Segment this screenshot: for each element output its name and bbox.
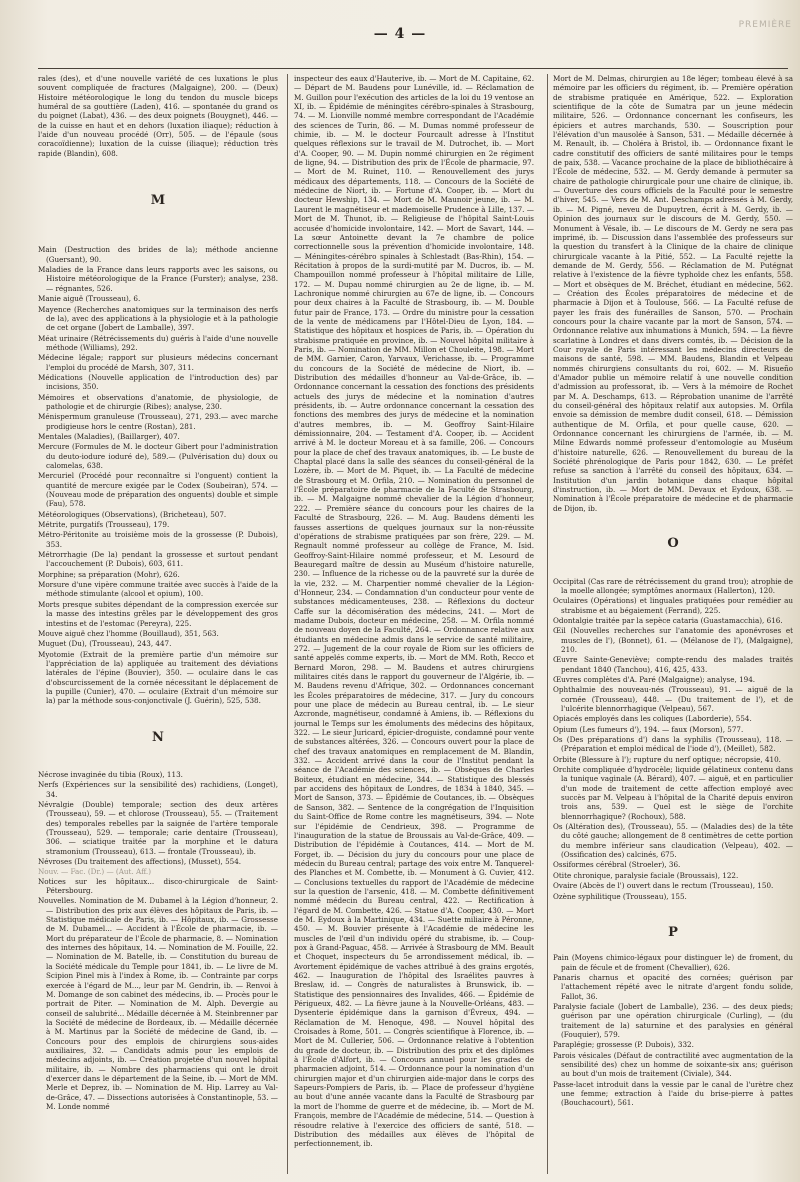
index-entry: Nerfs (Expériences sur la sensibilité des) rachidiens, (Longet), 34. xyxy=(38,780,278,799)
index-entry: Mouve aiguë chez l'homme (Bouillaud), 351, 563. xyxy=(38,628,219,638)
section-heading-m: M xyxy=(150,193,166,209)
index-entry: Occipital (Cas rare de rétrécissement du grand trou); atrophie de la moelle allongée; symptômes anormaux (Hallerton), 120. xyxy=(553,576,793,595)
index-entry: Nouvelles. Nomination de M. Dubamel à la Légion d'honneur, 2. — Distribution des prix aux élèves des hôpitaux de Paris, ib. — Statistique médicale de Paris, ib. — Hôpitaux, ib. — Grossesse de M. Dubamel... — Accident à l'École de pharmacie, ib. — Mort du préparateur de l'École de pharmacie, 8. — Nomination des internes des hôpitaux, 14. — Nomination de M. Fouille, 22. — Nomination de M. Batelle, ib. — Constitution du bureau de la Société médicale du Temple pour 1841, ib. — Le livre de M. Scipion Pinel mis à l'index à Rome, ib. — Contrainte par corps exercée à l'égard de M..., leur par M. Gendrin, ib. — Renvoi à M. Domange de son cabinet des médecins, ib. — Procès pour le portrait de Piter. — Nomination de M. Alph. Devergie au conseil de salubrité... Médaille décernée à M. Steinbrenner par la Société de médecine de Bordeaux, ib. — Médaille décernée à M. Martinus par la Société de médecine de Gand, ib. — Concours pour des emplois de chirurgiens sous-aides auxiliaires, 32. — Candidats admis pour les emplois de médecins adjoints, ib. — Création projetée d'un nouvel hôpital militaire, ib. — Nombre des pharmaciens qui ont le droit d'exercer dans le département de la Seine, ib. — Mort de MM. Merle et Deprez, ib. — Nomination de M. Hip. Larrey au Val-de-Grâce, 47. — Dissections autorisées à Constantinople, 53. — M. Londe nommé xyxy=(38,896,278,1111)
index-entry: Os (Altération des), (Trousseau), 55. — (Maladies des) de la tête du côté gauche; allongement de 8 centimètres de cette portion du membre inférieur sans claudication (Velpeau), 402. — (Ossification des) calcinés, 675. xyxy=(553,822,793,860)
index-entry: Névralgie (Double) temporale; section des deux artères (Trousseau), 59. — et chlorose (Trousseau), 55. — (Traitement des) temporales rebelles par la saignée de l'artère temporale (Trousseau), 529. — temporale; carie dentaire (Trousseau), 306. — sciatique traitée par la morphine et le datura stramonium (Trousseau), 613. — frontale (Trousseau), ib. xyxy=(38,799,278,856)
index-entry: Œil (Nouvelles recherches sur l'anatomie des aponévroses et muscles de l'), (Bonnet), 61. — (Mélanose de l'), (Malgaigne), 210. xyxy=(553,626,793,654)
index-entry: Otite chronique, paralysie faciale (Broussais), 122. xyxy=(553,870,739,880)
index-entry: Odontalgie traitée par la sepèce cataria (Guastamacchia), 616. xyxy=(553,615,783,625)
index-entry: Métro-Péritonite au troisième mois de la grossesse (P. Dubois), 353. xyxy=(38,530,278,549)
index-entry: Orchite compliquée d'hydrocèle; liquide gélatineux contenu dans la tunique vaginale (A. Bérard), 407. — aiguë, et en particulier d'un mode de traitement de cette affection employé avec succès par M. Velpeau à l'hôpital de la Charité depuis environ trois ans, 539. — Quel est le siège de l'orchite blennorrhagique? (Rochoux), 588. xyxy=(553,765,793,821)
o-entries xyxy=(553,577,793,901)
index-entry: Manie aiguë (Trousseau), 6. xyxy=(38,294,141,304)
index-entry: Métrite, purgatifs (Trousseau), 179. xyxy=(38,520,170,530)
index-entry: Ovaire (Abcès de l') ouvert dans le rectum (Trousseau), 150. xyxy=(553,881,774,891)
spacer xyxy=(553,902,793,914)
nouvelles-continued: inspecteur des eaux d'Hauterive, ib. — Mort de M. Capitaine, 62. — Départ de M. Baudens pour Lunéville, id. — Réclamation de M. Guillon pour l'exécution des articles de la loi du 19 ventose an XI, ib. — Épidémie de méningites cérébro-spinales à Strasbourg, 74. — M. Lionville nommé membre correspondant de l'Académie des sciences de Turin, 86. — M. Dumas nommé professeur de chimie, ib. — M. le docteur Fourcault adresse à l'Institut quelques réflexions sur le travail de M. Dutrochet, ib. — Mort d'A. Cooper, 90. — M. Dupin nommé chirurgien en 2e régiment de ligne, 94. — Distribution des prix de l'École de pharmacie, 97. — Mort de M. Ruinet, 110. — Renouvellement des jurys médicaux des départements, 118. — Concours de la Société de médecine de Niort, ib. — Fortune d'A. Cooper, ib. — Mort du docteur Hewship, 134. — Mort de M. Maunoir jeune, ib. — M. Laurent le magnétiseur et mademoiselle Prudence à Lille, 137. — Mort de M. Thunot, ib. — Religieuse de l'hôpital Saint-Louis accusée d'homicide involontaire, 142. — Mort de Savart, 144. — La sœur Antoinette devant la 7e chambre de police correctionnelle sous la prévention d'homicide involontaire, 148. — Méningites-cérébro spinales à Schlestadt (Bas-Rhin), 154. — Récitation à propos de la surdi-mutité par M. Ducros, ib. — M. Champouillon nommé professeur à l'hôpital militaire de Lille, 172. — M. Dupau nommé chirurgien au 2e de ligne, ib. — M. Lachronique nommé chirurgien au 67e de ligne, ib. — Concours pour deux chaires à la Faculté de Strasbourg, ib. — M. Double futur pair de France, 173. — Ordre du ministre pour la cessation de la vente de médicamens par l'Hôtel-Dieu de Lyon, 184. — Statistique des hôpitaux et hospices de Paris, ib. — Opération du strabisme pratiquée en province, ib. — Nouvel hôpital militaire à Paris, ib. — Nomination de MM. Millon et Chouleite, 198. — Mort de MM. Garnier, Caron, Yarvaux, Verichasse, ib. — Programme du concours de la Société de médecine de Niort, ib. — Distribution des médailles d'honneur au Val-de-Grâce, ib. — Ordonnance concernant la cessation des fonctions des présidents actuels des jurys de médecine et la nomination d'autres présidents, ib. — Autre ordonnance concernant la cessation des fonctions des membres des jurys de médecine et la nomination d'autres membres, ib. — M. Geoffroy Saint-Hilaire démissionnaire, 204. — Testament d'A. Cooper, ib. — Accident arrivé à M. le docteur Moreau et à sa famille, 206. — Concours pour la place de chef des travaux anatomiques, ib. — Le buste de Chaptal placé dans la salle des séances du conseil-général de la Lozère, ib. — Mort de M. Piquet, ib. — La Faculté de médecine de Strasbourg et M. Orfila, 210. — Nomination du personnel de l'École préparatoire de pharmacie de la Faculté de Strasbourg, ib. — M. Malgaigne nommé chevalier de la Légion d'honneur, 222. — Première séance du concours pour les chaires de la Faculté de Strasbourg, 226. — M. Aug. Baudens démenti les fausses assertions de quelques journaux sur la non-réussite d'opérations de strabisme pratiquées par son frère, 229. — M. Regnault nommé professeur au collège de France, M. Isid. Geoffroy-Saint-Hilaire nommé professeur, et M. Lesourd de Beauregard maître de dessin au Muséum d'histoire naturelle, 230. — Influence de la richesse ou de la pauvreté sur la durée de la vie, 232. — M. Charpentier nommé chevalier de la Légion-d'Honneur, 234. — Condamnation d'un conducteur pour vente de substances médicamenteuses, 238. — Réflexions du docteur Caffe sur la décomisération des médecins, 241. — Mort de madame Dubois, docteur en médecine, 258. — M. Orfila nommé de nouveau doyen de la Faculté, 264. — Ordonnance relative aux étudiants en médecine admis dans le service de santé militaire, 272. — Jugement de la cour royale de Riom sur les officiers de santé appelés comme experts, ib. — Mort de MM. Roth, Recco et Bernard Moron, 298. — M. Baudens et autres chirurgiens militaires cités dans le rapport du gouverneur de l'Algérie, ib. — M. Baudens revenu d'Afrique, 302. — Ordonnances concernant les Écoles préparatoires de médecine, 317. — Jury du concours pour une place de médecin au Bureau central, ib. — Le sieur Azcronde, magnétiseur, condamné à Amiens, ib. — Réflexions du journal le Temps sur les émoluments des médecins des hôpitaux, 322. — Le sieur Juricard, épicier-droguiste, condamné pour vente de substances altérées, 326. — Concours ouvert pour la place de chef des travaux anatomiques en remplacement de M. Blandin, 332. — Accident arrivé dans la cour de l'Institut pendant la séance de l'Académie des sciences, ib. — Obsèques de Charles Boiteux, étudiant en médecine, 344. — Statistique des blessés par accidens des hôpitaux de Londres, de 1834 à 1840, 345. — Mort de Sanson, 373. — Épidémie de Coutances, ib. — Obsèques de Sanson, 382. — Sentence de la congrégation de l'Inquisition du Saint-Office de Rome contre les magnétiseurs, 394. — Note sur l'épidémie de Cendrieux, 398. — Programme de l'inauguration de la statue de Broussais au Val-de-Grâce, 409. — Distribution de l'épidémie à Coutances, 414. — Mort de M. Forget, ib. — Décision du jury du concours pour une place de médecin du Bureau central; partage des voix entre M. Tanquerel-des Planches et M. Combette, ib. — Monument à G. Cuvier, 412. — Conclusions textuelles du rapport de l'Académie de médecine sur la question de l'arsenic, 418. — M. Combette définitivement nommé médecin du Bureau central, 422. — Rectification à l'égard de M. Combette, 426. — Statue d'A. Cooper, 430. — Mort de M. Eydoux à la Martinique, 434. — Suette miliaire à Péronne, 450. — M. Bouvier présente à l'Académie de médecine les muscles de l'œil d'un individu opéré du strabisme, ib. — Coup-pox à Grand-Paguac, 458. — Arrivée à Strasbourg de MM. Beault et Choquet, inspecteurs du 5e arrondissement médical, ib. — Avortement épidémique de vaches attribué à des grains ergotés, 462. — Inauguration de l'hôpital des Israélites pauvres à Breslaw, id. — Congrès de naturalistes à Brunswick, ib. — Statistique des pensionnaires des Invalides, 466. — Épidémie de Périgueux, 482. — La fièvre jaune à la Nouvelle-Orléans, 483. — Dysenterie épidémique dans la garnison d'Évreux, 494. — Réclamation de M. Henoque, 498. — Nouvel hôpital des Croisades à Rome, 501. — Congrès scientifique à Florence, ib. — Mort de M. Cullerier, 506. — Ordonnance relative à l'obtention du grade de docteur, ib. — Distribution des prix et des diplômes à l'École d'Alfort, ib. — Concours annuel pour les grades de pharmacien adjoint, 514. — Ordonnance pour la nomination d'un chirurgien major et d'un chirurgien aide-major dans le corps des Sapeurs-Pompiers de Paris, ib. — Place de professeur d'hygiène au bout d'une année vacante dans la Faculté de Strasbourg par la mort de l'homme de guerre et de médecine, ib. — Mort de M. François, membre de l'Académie de médecine, 514. — Question à résoudre relative à l'exercice des officiers de santé, 518. — Distribution des médailles aux élèves de l'hôpital de perfectionnement, ib. xyxy=(294,74,534,1149)
index-entry: Ophthalmie des nouveau-nés (Trousseau), 91. — aiguë de la cornée (Trousseau), 448. — (Du traitement de l'), et de l'ulcérite blennorrhagique (Velpeau), 567. xyxy=(553,685,793,713)
index-entry: Paralysie faciale (Jobert de Lamballe), 236. — des deux pieds; guérison par une opération chirurgicale (Curling), — (du traitement de la) saturnine et des paralysies en général (Fouquier), 579. xyxy=(553,1001,793,1039)
header-stamp: PREMIÈRE xyxy=(738,20,792,30)
index-entry: Pain (Moyens chimico-légaux pour distinguer le) de froment, du pain de fécule et de froment (Chevallier), 626. xyxy=(553,953,793,972)
continued-entry: rales (des), et d'une nouvelle variété de ces luxations le plus souvent compliquée de fractures (Malgaigne), 200. — (Deux) Histoire météorologique le long du tendon du muscle biceps huméral de sa gouttière (Laden), 416. — spontanée du grand os du poignet (Labat), 436. — des deux poignets (Bouygnet), 446. — de la cuisse en haut et en dehors (luxation iliaque); réduction à l'aide d'un nouveau procédé (Orr), 505. — de l'épaule (sous coracoïdienne); luxation de la cuisse (iliaque); réduction très rapide (Blandin), 608. xyxy=(38,74,278,158)
index-entry: Mayence (Recherches anatomiques sur la terminaison des nerfs de la), avec des applications à la physiologie et à la pathologie de cet organe (Jobert de Lamballe), 397. xyxy=(38,304,278,333)
index-entry: Médications (Nouvelle application de l'introduction des) par incisions, 350. xyxy=(38,372,278,392)
index-entry: Œuvres complètes d'A. Paré (Malgaigne); analyse, 194. xyxy=(553,674,756,684)
m-entries xyxy=(38,245,278,705)
index-entry: Muguet (Du), (Trousseau), 243, 447. xyxy=(38,639,172,649)
column-divider xyxy=(287,74,288,1174)
index-entry: Mercure (Formules de M. le docteur Gibert pour l'administration du deuto-iodure ioduré de), 589.— (Pulvérisation du) doux ou calomelas, 638. xyxy=(38,442,278,470)
index-entry: Œuvre Sainte-Geneviève; compte-rendu des malades traités pendant 1840 (Tanchou), 416, 425, 433. xyxy=(553,655,793,674)
spacer xyxy=(553,565,793,577)
index-entry: Notices sur les hôpitaux... disco-chirurgicale de Saint-Pétersbourg. xyxy=(38,876,278,896)
spacer xyxy=(38,707,278,719)
section-heading-p: P xyxy=(668,924,678,940)
index-entry: Parois vésicales (Défaut de contractilité avec augmentation de la sensibilité des) chez un homme de soixante-six ans; guérison au bout d'un mois de traitement (Civiale), 344. xyxy=(553,1050,793,1079)
index-entry: Médecine légale; rapport sur plusieurs médecins concernant l'emploi du procédé de Marsh, 307, 311. xyxy=(38,353,278,372)
index-entry: Opiacés employés dans les coliques (Laborderie), 554. xyxy=(553,714,752,724)
index-entry: Mentales (Maladies), (Baillarger), 407. xyxy=(38,431,180,441)
index-entry: Morsure d'une vipère commune traitée avec succès à l'aide de la méthode stimulante (alcool et opium), 100. xyxy=(38,580,278,599)
index-entry: Morphine; sa préparation (Mohr), 626. xyxy=(38,569,180,579)
spacer xyxy=(553,513,793,525)
index-entry: Métrorrhagie (De la) pendant la grossesse et surtout pendant l'accouchement (P. Dubois), 603, 611. xyxy=(38,550,278,569)
column-divider xyxy=(547,74,548,1174)
index-entry: Oculaires (Opérations) et linguales pratiquées pour remédier au strabisme et au bégaiement (Ferrand), 225. xyxy=(553,596,793,615)
column-right xyxy=(553,74,793,1174)
header-rule xyxy=(38,68,788,69)
index-entry: Ménispermum granuleuse (Trousseau), 271, 293.— avec marche prodigieuse hors le centre (Rostan), 281. xyxy=(38,412,278,431)
index-entry: Main (Destruction des brides de la); méthode ancienne (Guersant), 90. xyxy=(38,245,278,264)
index-entry: Maladies de la France dans leurs rapports avec les saisons, ou Histoire météorologique de la France (Furster); analyse, 238. — régnantes, 526. xyxy=(38,265,278,293)
index-entry: Morts presque subites dépendant de la compression exercée sur la masse des intestins grêles par le développement des gros intestins et de l'estomac (Pereyra), 225. xyxy=(38,599,278,628)
index-entry: Os (Des préparations d') dans la syphilis (Trousseau), 118. — (Préparation et emploi médical de l'iode d'), (Meillet), 582. xyxy=(553,735,793,754)
column-middle xyxy=(294,74,534,1174)
index-entry: Myotomie (Extrait de la première partie d'un mémoire sur l'appréciation de la) appliquée au traitement des déviations latérales de l'épine (Bouvier), 350. — oculaire dans le cas d'obscurcissement de la cornée nécessitant le déplacement de la pupille (Cunier), 470. — oculaire (Extrait d'un mémoire sur la) par la méthode sous-conjonctivale (J. Guérin), 525, 538. xyxy=(38,649,278,706)
index-entry: Météorologiques (Observations), (Bricheteau), 507. xyxy=(38,509,227,519)
page-number: — 4 — xyxy=(373,26,427,42)
faded-lines: Nouv. — Fac. (Dr.) — (Aut. Aff.) xyxy=(38,867,152,877)
index-entry: Ossiformes cérébral (Stroeler), 36. xyxy=(553,860,681,870)
index-entry: Paraplégie; grossesse (P. Dubois), 332. xyxy=(553,1040,694,1050)
index-entry: Mercuriel (Procédé pour reconnaître si l'onguent) contient la quantité de mercure exigée par le Codex (Soubeiran), 574. — (Nouveau mode de préparation des onguents) double et simple (Fau), 578. xyxy=(38,471,278,509)
index-entry: Névroses (Du traitement des affections), (Musset), 554. xyxy=(38,857,242,867)
n-entries xyxy=(38,770,278,866)
column-left xyxy=(38,74,278,1174)
index-entry: Ozène syphilitique (Trousseau), 155. xyxy=(553,891,687,901)
index-entry: Mémoires et observations d'anatomie, de physiologie, de pathologie et de chirurgie (Ribes); analyse, 230. xyxy=(38,392,278,411)
index-entry: Nécrose invaginée du tibia (Roux), 113. xyxy=(38,769,183,779)
index-entry: Opium (Les fumeurs d'), 194. — faux (Morson), 577. xyxy=(553,724,744,734)
index-entry: Orbite (Blessure à l'); rupture du nerf optique; nécropsie, 410. xyxy=(553,754,781,764)
p-entries xyxy=(553,953,793,1108)
spacer xyxy=(38,158,278,182)
index-entry: Panaris charnus et opacité des cornées; guérison par l'attachement répété avec le nitrate d'argent fondu solide, Fallot, 36. xyxy=(553,972,793,1001)
index-entry: Méat urinaire (Rétrécissements du) guéris à l'aide d'une nouvelle méthode (Williams), 292. xyxy=(38,333,278,352)
spacer xyxy=(38,758,278,770)
section-heading-o: O xyxy=(667,536,679,552)
section-heading-n: N xyxy=(152,729,164,745)
notices-entries xyxy=(38,877,278,1112)
index-entry: Passe-lacet introduit dans la vessie par le canal de l'urètre chez une femme; extraction à l'aide du brise-pierre à pattes (Bouchacourt), 561. xyxy=(553,1079,793,1108)
nouvelles-continued: Mort de M. Delmas, chirurgien au 18e léger; tombeau élevé à sa mémoire par les officiers du régiment, ib. — Première opération de strabisme pratiquée en Amérique, 522. — Exploration scientifique de la côte de Sumatra par un jeune médecin militaire, 526. — Ordonnance concernant les confiseurs, les épiciers et autres marchands, 530. — Souscription pour l'élévation d'un mausolée à Sanson, 531. — Médaille décernée à M. Renault, ib. — Choléra à Bristol, ib. — Ordonnance fixant le cadre constitutif des officiers de santé militaires pour le temps de paix, 538. — Vacance prochaine de la place de bibliothécaire à l'École de médecine, 532. — M. Gerdy demande à permuter sa chaire de pathologie chirurgicale pour une chaire de clinique, ib. — Ouverture des cours officiels de la Faculté pour le semestre d'hiver, 545. — Vers de M. Ant. Deschamps adressés à M. Gerdy, ib. — M. Pigné, neveu de Dupuytren, écrit à M. Gerdy, ib. — Opinion des journaux sur le discours de M. Gerdy, 550. — Monument à Vésale, ib. — Le discours de M. Gerdy ne sera pas imprimé, ib. — Discussion dans l'assemblée des professeurs sur la question du transfert à la Clinique de la chaire de clinique chirurgicale vacante à la Pitié, 552. — La Faculté rejette la demande de M. Gerdy, 556. — Réclamation de M. Putégnat relative à l'existence de la fièvre typhoïde chez les enfants, 558. — Mort et obsèques de M. Bréchet, étudiant en médecine, 562. — Création des Écoles préparatoires de médecine et de pharmacie à Dijon et à Toulouse, 566. — La Faculté refuse de payer les frais des funérailles de Sanson, 570. — Prochain concours pour la chaire vacante par la mort de Sanson, 574. — Ordonnance relative aux inhumations à Munich, 594. — La fièvre scarlatine à Londres et dans divers comtés, ib. — Décision de la Cour royale de Paris intéressant les médecins directeurs de maisons de santé, 598. — MM. Baudens, Blandin et Velpeau nommés chirurgiens consultants du roi, 602. — M. Risueño d'Amador publie un mémoire relatif à une nouvelle condition d'admission au professorat, ib. — Vers à la mémoire de Rochet par M. A. Deschamps, 613. — Réprobation unanime de l'arrêté du conseil-général des hôpitaux relatif aux autopsies. M. Orfila envoie sa démission de membre dudit conseil, 618. — Démission authentique de M. Orfila, et pour quelle cause, 620. — Ordonnance concernant les chirurgiens de l'armée, ib. — M. Milne Edwards nommé professeur d'entomologie au Muséum d'histoire naturelle, 626. — Renouvellement du bureau de la Société phrénologique de Paris pour 1842, 630. — Le préfet refuse sa sanction à l'arrêté du conseil des hôpitaux, 634. — Institution d'un jardin botanique dans chaque hôpital d'instruction, ib. — Mort de MM. Devaux et Eydoux, 638. — Nomination à l'École préparatoire de médecine et de pharmacie de Dijon, ib. xyxy=(553,74,793,513)
spacer xyxy=(38,221,278,245)
